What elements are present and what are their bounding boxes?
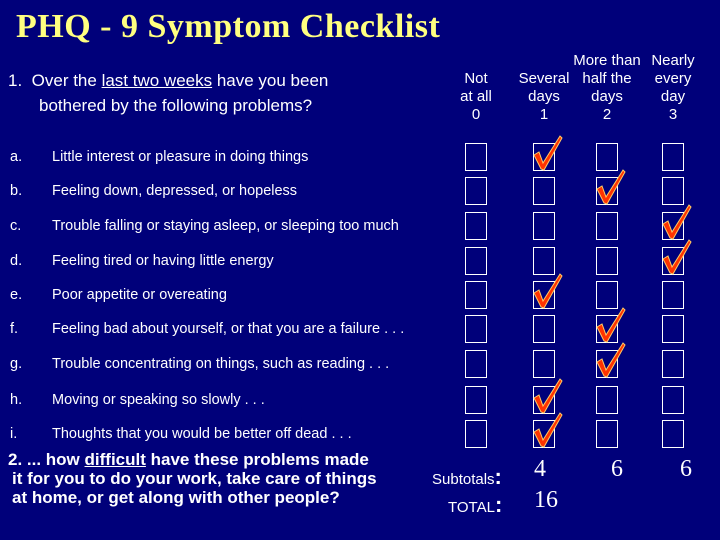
slide-title: PHQ - 9 Symptom Checklist [16,8,441,45]
checkbox-b-1[interactable] [533,177,555,205]
total-label-group [448,492,502,518]
checkbox-f-0[interactable] [465,315,487,343]
checkbox-a-3[interactable] [662,143,684,171]
symptom-text: Little interest or pleasure in doing things [52,149,309,165]
checkmark-icon [659,202,695,242]
checkmark-icon [593,305,629,345]
question-2 [8,450,377,507]
question-1-prefix: Over the [31,71,102,90]
checkbox-i-0[interactable] [465,420,487,448]
checkbox-h-0[interactable] [465,386,487,414]
checkbox-b-3[interactable] [662,177,684,205]
symptom-item [10,388,265,412]
column-header-line: half the [582,70,632,87]
column-header-line: days [591,88,623,105]
checkbox-c-1[interactable] [533,212,555,240]
column-header-line: Several [518,70,570,87]
subtotal-col2: 6 [611,456,623,482]
symptom-item [10,422,352,446]
column-header-line: 0 [471,106,481,123]
total-colon: : [494,492,503,517]
checkbox-f-3[interactable] [662,315,684,343]
total-label: TOTAL [448,499,495,516]
subtotals-colon: : [494,464,502,489]
subtotal-col3: 6 [680,456,692,482]
question-1-suffix: have you been [212,71,329,90]
checkmark-icon [593,167,629,207]
question-2-line2: it for you to do your work, take care of things [12,469,377,488]
checkbox-g-3[interactable] [662,350,684,378]
symptom-item [10,283,227,307]
subtotals-label-group [432,464,502,490]
checkmark-icon [593,340,629,380]
symptom-text: Poor appetite or overeating [52,287,227,303]
question-2-line3: at home, or get along with other people? [12,488,340,507]
checkbox-i-3[interactable] [662,420,684,448]
checkbox-e-3[interactable] [662,281,684,309]
symptom-text: Moving or speaking so slowly . . . [52,392,265,408]
column-header-line: at all [460,88,492,105]
symptom-text: Feeling down, depressed, or hopeless [52,183,298,199]
symptom-item [10,214,399,238]
checkbox-b-0[interactable] [465,177,487,205]
symptom-letter: e. [10,287,23,303]
column-header-line: 1 [539,106,549,123]
checkbox-d-0[interactable] [465,247,487,275]
total-value: 16 [534,487,558,513]
column-header-3 [628,52,718,124]
checkbox-h-2[interactable] [596,386,618,414]
symptom-text: Thoughts that you would be better off dead . . . [52,426,352,442]
column-header-line: days [528,88,560,105]
subtotals-label: Subtotals [432,471,495,488]
column-header-line: day [660,88,686,105]
symptom-letter: c. [10,218,22,234]
question-2-prefix: 2. ... how [8,450,85,469]
symptom-letter: d. [10,253,23,269]
column-header-line: 3 [668,106,678,123]
checkbox-c-2[interactable] [596,212,618,240]
symptom-text: Trouble concentrating on things, such as reading . . . [52,356,390,372]
symptom-item [10,352,389,376]
checkbox-a-0[interactable] [465,143,487,171]
symptom-text: Feeling bad about yourself, or that you are a failure . . . [52,321,405,337]
question-2-suffix: have these problems made [145,450,369,469]
column-header-line: Nearly [651,52,695,69]
symptom-item [10,317,404,341]
checkbox-i-2[interactable] [596,420,618,448]
checkbox-d-2[interactable] [596,247,618,275]
question-2-emphasis: difficult [84,450,146,469]
symptom-text: Feeling tired or having little energy [52,253,274,269]
symptom-item [10,179,297,203]
checkbox-e-0[interactable] [465,281,487,309]
symptom-letter: i. [10,426,18,442]
checkbox-g-0[interactable] [465,350,487,378]
checkbox-h-3[interactable] [662,386,684,414]
symptom-letter: a. [10,149,23,165]
symptom-item [10,145,308,169]
question-1-number: 1. [8,71,23,90]
checkmark-icon [530,271,566,311]
question-1-line2: bothered by the following problems? [39,96,313,115]
column-header-line: Not [464,70,488,87]
symptom-letter: b. [10,183,23,199]
symptom-letter: g. [10,356,23,372]
checkbox-g-1[interactable] [533,350,555,378]
column-header-line: More than [573,52,641,69]
column-header-line: 2 [602,106,612,123]
checkbox-f-1[interactable] [533,315,555,343]
symptom-text: Trouble falling or staying asleep, or sleeping too much [52,218,399,234]
column-header-line: every [654,70,692,87]
checkmark-icon [530,133,566,173]
question-1 [8,68,328,118]
checkmark-icon [659,237,695,277]
symptom-letter: f. [10,321,19,337]
checkbox-c-0[interactable] [465,212,487,240]
question-1-emphasis: last two weeks [101,71,213,90]
symptom-item [10,249,274,273]
subtotal-col1: 4 [534,456,546,482]
checkmark-icon [530,410,566,450]
symptom-letter: h. [10,392,23,408]
